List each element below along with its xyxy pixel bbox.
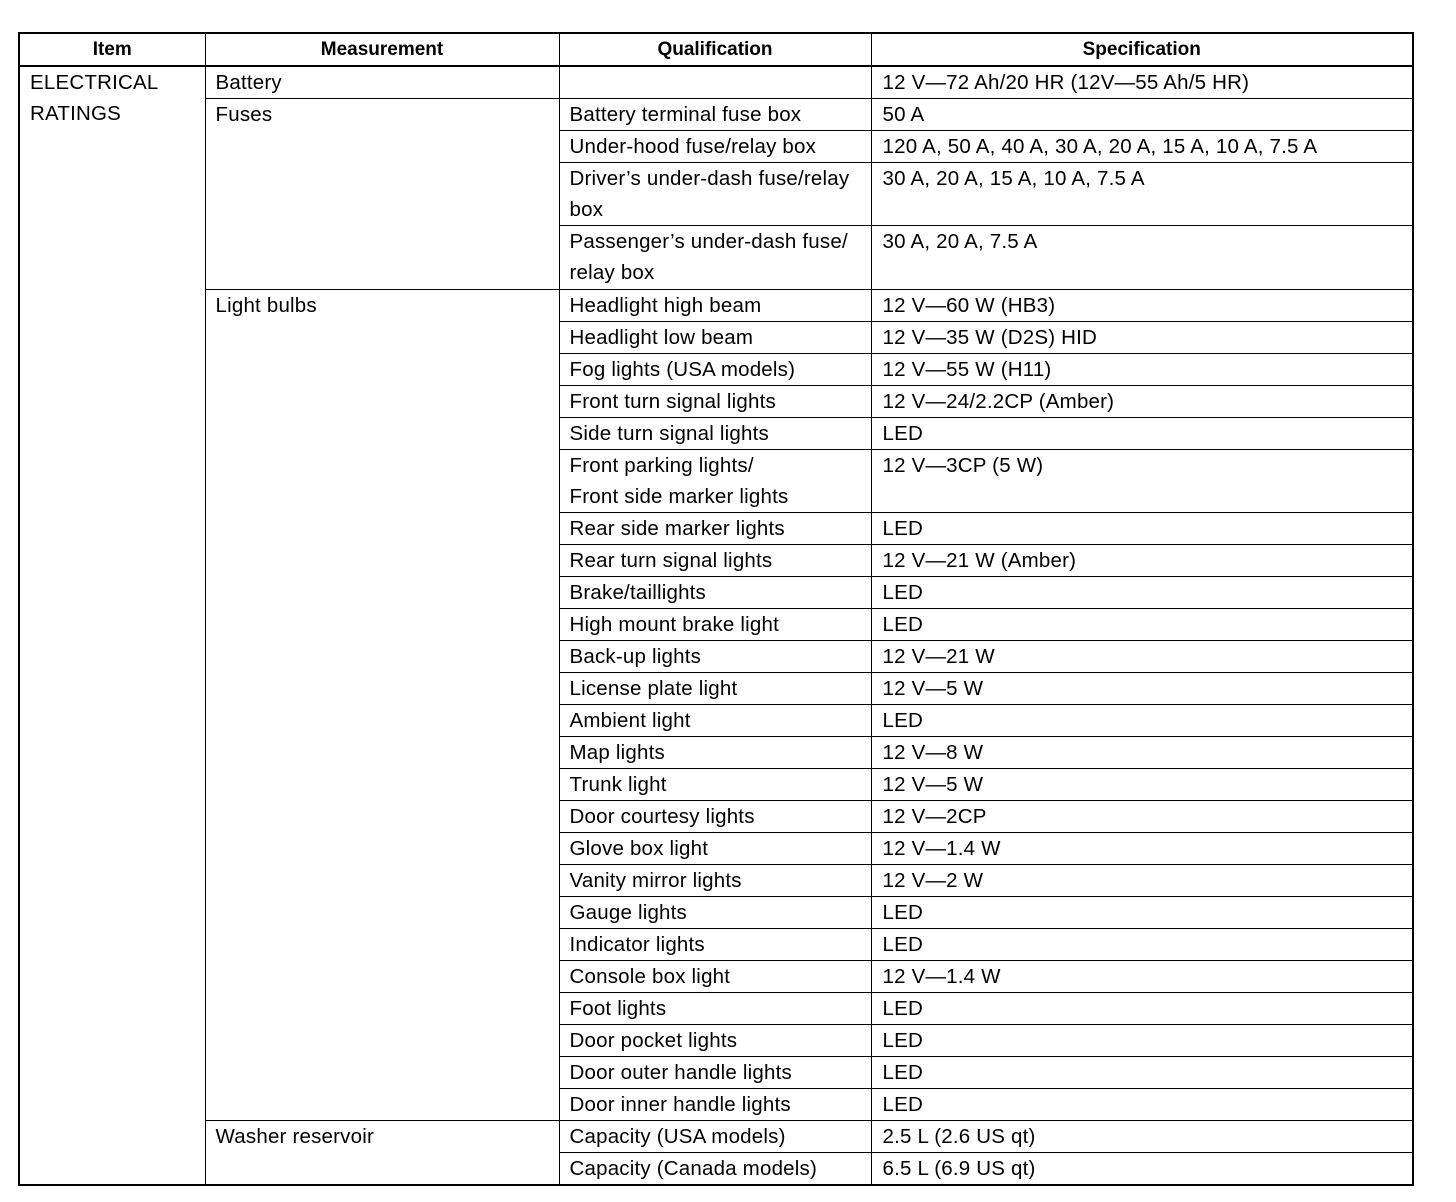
qualification-cell: Door courtesy lights xyxy=(559,800,871,832)
table-row xyxy=(19,66,1413,99)
specification-cell: LED xyxy=(871,704,1413,736)
qualification-cell: Rear side marker lights xyxy=(559,512,871,544)
specification-cell: LED xyxy=(871,928,1413,960)
specification-cell: 12 V—8 W xyxy=(871,736,1413,768)
specification-cell: 6.5 L (6.9 US qt) xyxy=(871,1152,1413,1185)
header-specification: Specification xyxy=(871,33,1413,66)
qualification-cell: Door outer handle lights xyxy=(559,1056,871,1088)
spec-table xyxy=(18,32,1414,1186)
specification-cell: 12 V—5 W xyxy=(871,768,1413,800)
specification-cell: 12 V—35 W (D2S) HID xyxy=(871,321,1413,353)
qualification-cell: Trunk light xyxy=(559,768,871,800)
specification-cell: 12 V—3CP (5 W) xyxy=(871,449,1413,512)
item-cell: ELECTRICAL RATINGS xyxy=(19,66,205,1185)
qualification-cell: Console box light xyxy=(559,960,871,992)
specification-cell: 12 V—24/2.2CP (Amber) xyxy=(871,385,1413,417)
header-measurement: Measurement xyxy=(205,33,559,66)
qualification-cell: Ambient light xyxy=(559,704,871,736)
specification-cell: LED xyxy=(871,417,1413,449)
qualification-cell: Brake/taillights xyxy=(559,576,871,608)
specification-cell: 12 V—1.4 W xyxy=(871,832,1413,864)
qualification-cell: Under-hood fuse/relay box xyxy=(559,131,871,163)
specification-cell: 12 V—60 W (HB3) xyxy=(871,289,1413,321)
measurement-battery: Battery xyxy=(205,66,559,99)
qualification-cell: Door pocket lights xyxy=(559,1024,871,1056)
qualification-cell: Gauge lights xyxy=(559,896,871,928)
qualification-cell: Map lights xyxy=(559,736,871,768)
measurement-washer-reservoir: Washer reservoir xyxy=(205,1120,559,1185)
measurement-fuses: Fuses xyxy=(205,99,559,290)
specification-cell: 2.5 L (2.6 US qt) xyxy=(871,1120,1413,1152)
qualification-cell: Headlight high beam xyxy=(559,289,871,321)
specification-cell: 12 V—1.4 W xyxy=(871,960,1413,992)
specification-cell: LED xyxy=(871,576,1413,608)
specification-cell: LED xyxy=(871,1088,1413,1120)
specification-cell: 120 A, 50 A, 40 A, 30 A, 20 A, 15 A, 10 A, 7.5 A xyxy=(871,131,1413,163)
qualification-cell: Capacity (Canada models) xyxy=(559,1152,871,1185)
measurement-light-bulbs: Light bulbs xyxy=(205,289,559,1120)
specification-cell: 50 A xyxy=(871,99,1413,131)
specification-cell: 12 V—21 W xyxy=(871,640,1413,672)
qualification-cell: Indicator lights xyxy=(559,928,871,960)
qualification-cell: Glove box light xyxy=(559,832,871,864)
specification-cell: LED xyxy=(871,608,1413,640)
specification-cell: 12 V—2 W xyxy=(871,864,1413,896)
qualification-cell: License plate light xyxy=(559,672,871,704)
qualification-cell: Headlight low beam xyxy=(559,321,871,353)
specification-cell: LED xyxy=(871,896,1413,928)
specification-cell: LED xyxy=(871,1056,1413,1088)
table-body xyxy=(19,66,1413,1185)
qualification-cell: High mount brake light xyxy=(559,608,871,640)
table-row xyxy=(19,1120,1413,1152)
qualification-cell: Side turn signal lights xyxy=(559,417,871,449)
specification-cell: 30 A, 20 A, 7.5 A xyxy=(871,226,1413,289)
specification-cell: LED xyxy=(871,992,1413,1024)
specification-cell: 12 V—2CP xyxy=(871,800,1413,832)
qualification-cell: Battery terminal fuse box xyxy=(559,99,871,131)
specification-cell: 12 V—21 W (Amber) xyxy=(871,544,1413,576)
table-header xyxy=(19,33,1413,66)
header-qualification: Qualification xyxy=(559,33,871,66)
specification-cell: LED xyxy=(871,1024,1413,1056)
qualification-cell: Front turn signal lights xyxy=(559,385,871,417)
qualification-cell: Fog lights (USA models) xyxy=(559,353,871,385)
qualification-cell: Door inner handle lights xyxy=(559,1088,871,1120)
specification-cell: 12 V—55 W (H11) xyxy=(871,353,1413,385)
qualification-cell: Back-up lights xyxy=(559,640,871,672)
specification-cell: LED xyxy=(871,512,1413,544)
qualification-cell xyxy=(559,66,871,99)
qualification-cell: Vanity mirror lights xyxy=(559,864,871,896)
qualification-cell: Front parking lights/ Front side marker lights xyxy=(559,449,871,512)
qualification-cell: Driver’s under-dash fuse/relay box xyxy=(559,163,871,226)
specification-cell: 12 V—72 Ah/20 HR (12V—55 Ah/5 HR) xyxy=(871,66,1413,99)
header-item: Item xyxy=(19,33,205,66)
header-row xyxy=(19,33,1413,66)
specification-cell: 12 V—5 W xyxy=(871,672,1413,704)
specification-cell: 30 A, 20 A, 15 A, 10 A, 7.5 A xyxy=(871,163,1413,226)
qualification-cell: Passenger’s under-dash fuse/ relay box xyxy=(559,226,871,289)
table-row xyxy=(19,99,1413,131)
qualification-cell: Capacity (USA models) xyxy=(559,1120,871,1152)
table-row xyxy=(19,289,1413,321)
qualification-cell: Rear turn signal lights xyxy=(559,544,871,576)
qualification-cell: Foot lights xyxy=(559,992,871,1024)
